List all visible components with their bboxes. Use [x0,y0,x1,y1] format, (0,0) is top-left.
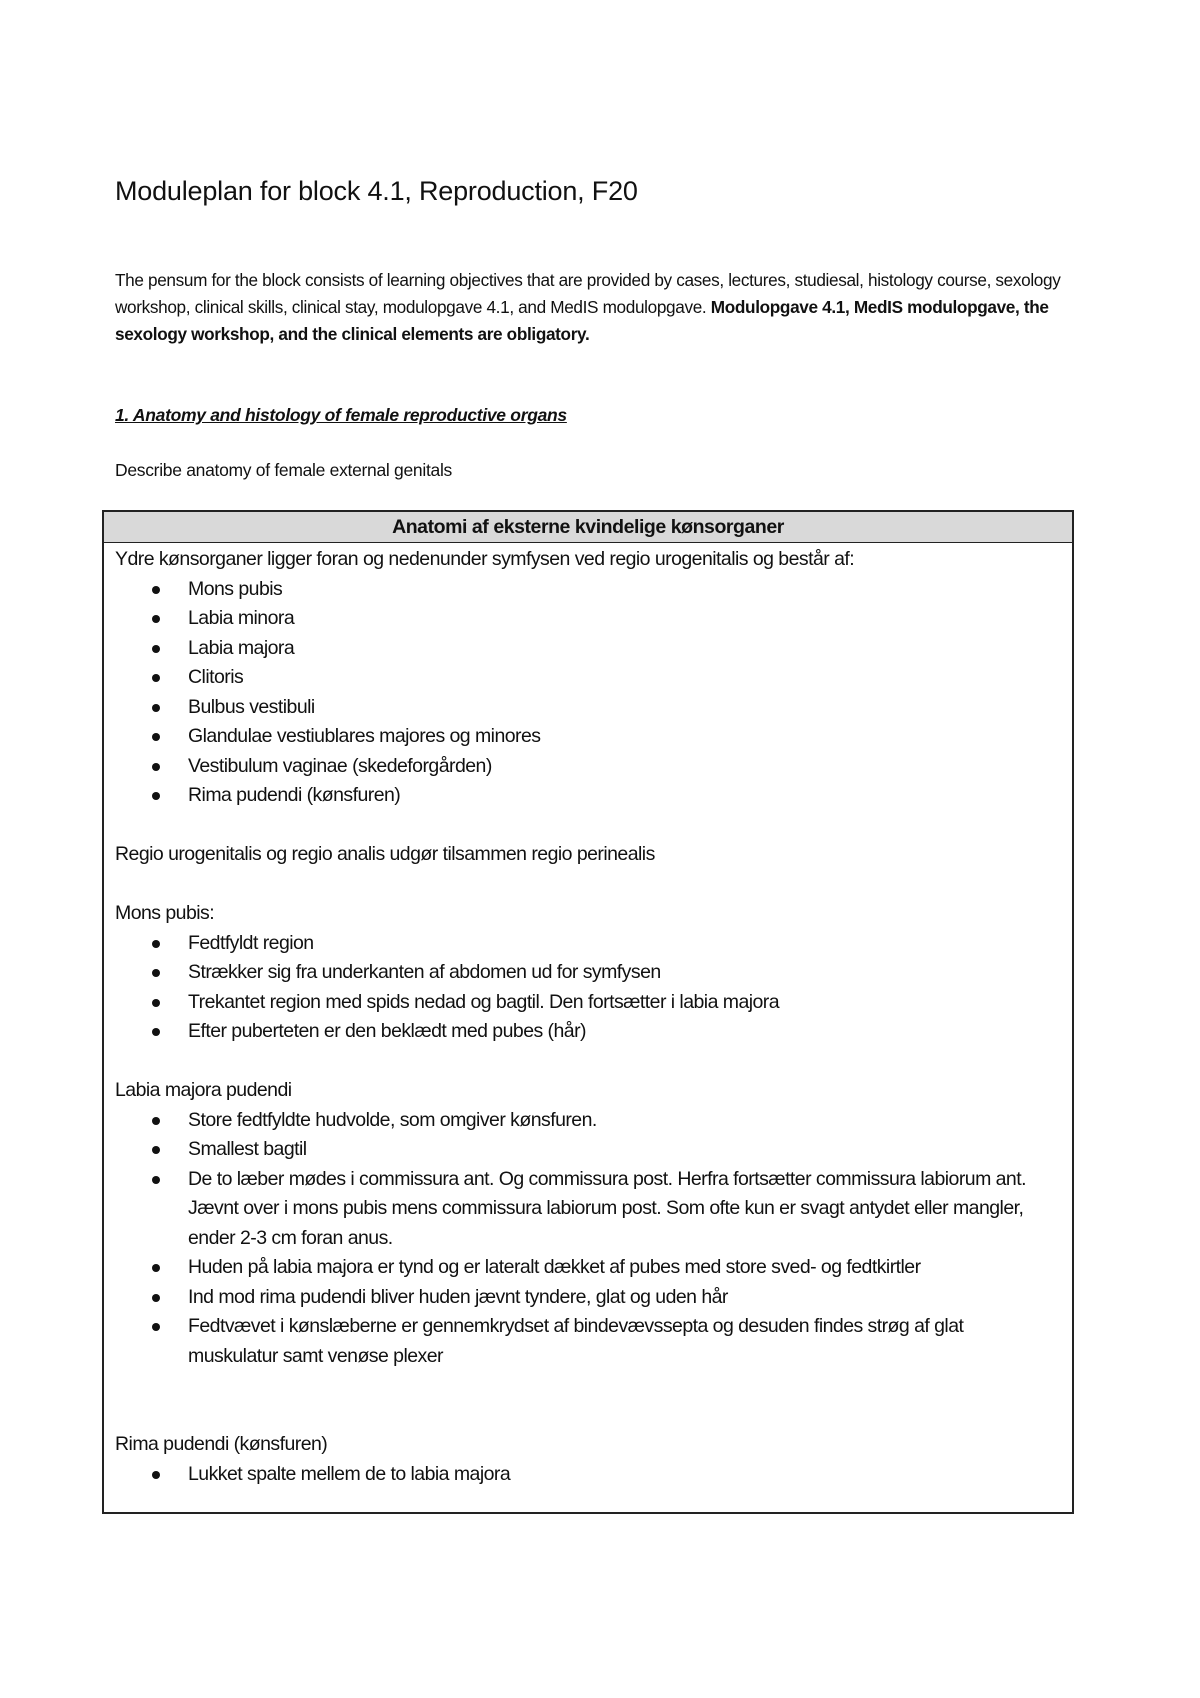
list-item: Fedtfyldt region [115,929,1072,959]
labia-majora-list [115,1106,1072,1372]
section-heading: 1. Anatomy and histology of female reproductive organs [115,405,567,425]
list-item: Store fedtfyldte hudvolde, som omgiver kønsfuren. [115,1106,1072,1136]
labia-majora-heading: Labia majora pudendi [115,1079,292,1101]
mons-pubis-list [115,929,1072,1047]
rima-pudendi-heading: Rima pudendi (kønsfuren) [115,1433,328,1455]
list-item: Vestibulum vaginae (skedeforgården) [115,752,1072,782]
bullet-icon [152,999,160,1007]
list-item: Fedtvævet i kønslæberne er gennemkrydset af bindevævssepta og desuden findes strøg af glat muskulatur samt venøse plexer [115,1312,1072,1371]
intro-paragraph [115,267,1115,348]
table-body [104,543,1072,1489]
bullet-icon [152,969,160,977]
list-item: Strækker sig fra underkanten af abdomen ud for symfysen [115,958,1072,988]
table-header: Anatomi af eksterne kvindelige kønsorganer [104,512,1072,543]
rima-pudendi-list [115,1460,1072,1490]
mons-pubis-heading: Mons pubis: [115,902,215,924]
bullet-icon [152,645,160,653]
bullet-icon [152,763,160,771]
list-item: Ind mod rima pudendi bliver huden jævnt tyndere, glat og uden hår [115,1283,1072,1313]
list-item: Efter puberteten er den beklædt med pubes (hår) [115,1017,1072,1047]
bullet-icon [152,704,160,712]
list-item: Huden på labia majora er tynd og er lateralt dækket af pubes med store sved- og fedtkirtler [115,1253,1072,1283]
bullet-icon [152,1294,160,1302]
organ-list [115,575,1072,811]
bullet-icon [152,792,160,800]
list-item: Clitoris [115,663,1072,693]
bullet-icon [152,1264,160,1272]
learning-objective: Describe anatomy of female external genitals [115,460,452,480]
bullet-icon [152,1028,160,1036]
list-item: Lukket spalte mellem de to labia majora [115,1460,1072,1490]
bullet-icon [152,674,160,682]
table-intro-line: Ydre kønsorganer ligger foran og nedenunder symfysen ved regio urogenitalis og består af: [115,548,855,570]
bullet-icon [152,1176,160,1184]
list-item: Mons pubis [115,575,1072,605]
list-item: Trekantet region med spids nedad og bagtil. Den fortsætter i labia majora [115,988,1072,1018]
intro-obligatory-text: Modulopgave 4.1, MedIS modulopgave, the sexology workshop, and the clinical elements are obligatory. [115,297,1049,344]
bullet-icon [152,1471,160,1479]
list-item: Labia majora [115,634,1072,664]
page-title: Moduleplan for block 4.1, Reproduction, F20 [115,176,638,206]
list-item: De to læber mødes i commissura ant. Og commissura post. Herfra fortsætter commissura labiorum ant. Jævnt over i mons pubis mens commissura labiorum post. Som ofte kun er svagt antydet eller mangler, ender 2-3 cm foran anus. [115,1165,1072,1254]
list-item: Bulbus vestibuli [115,693,1072,723]
list-item: Smallest bagtil [115,1135,1072,1165]
anatomy-table [102,510,1074,1514]
bullet-icon [152,615,160,623]
bullet-icon [152,1323,160,1331]
list-item: Glandulae vestiublares majores og minores [115,722,1072,752]
bullet-icon [152,1146,160,1154]
bullet-icon [152,733,160,741]
intro-text: The pensum for the block consists of learning objectives that are provided by cases, lectures, studiesal, histology course, sexology workshop, clinical skills, clinical stay, modulopgave 4.1, and MedIS modulopgave. [115,270,1061,317]
list-item: Labia minora [115,604,1072,634]
bullet-icon [152,1117,160,1125]
bullet-icon [152,586,160,594]
perineal-line: Regio urogenitalis og regio analis udgør tilsammen regio perinealis [115,843,655,865]
bullet-icon [152,940,160,948]
list-item: Rima pudendi (kønsfuren) [115,781,1072,811]
